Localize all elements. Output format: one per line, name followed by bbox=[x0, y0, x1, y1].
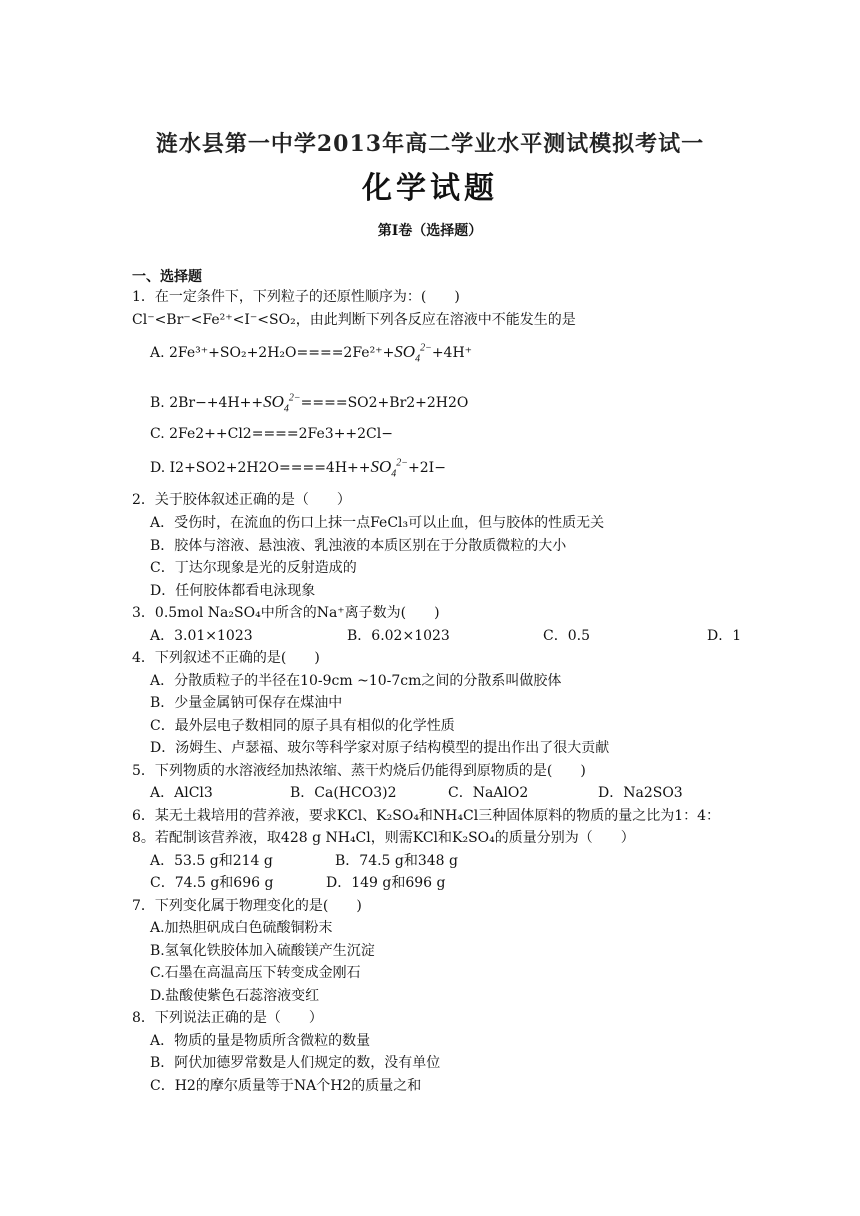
question-3-option-b: B．6.02×1023 bbox=[347, 628, 450, 644]
question-3-option-c: C．0.5 bbox=[543, 628, 590, 644]
question-7-option-a: A.加热胆矾成白色硫酸铜粉末 bbox=[150, 920, 333, 936]
question-7-option-d: D.盐酸使紫色石蕊溶液变红 bbox=[150, 988, 320, 1004]
ion-sub: 4 bbox=[415, 353, 421, 365]
question-8-stem: 8．下列说法正确的是（ ） bbox=[132, 1010, 323, 1026]
question-5-option-d: D．Na2SO3 bbox=[598, 785, 683, 801]
question-2-stem: 2．关于胶体叙述正确的是（ ） bbox=[132, 492, 351, 508]
question-4-stem: 4．下列叙述不正确的是( ) bbox=[132, 650, 320, 666]
question-3-stem: 3．0.5mol Na₂SO₄中所含的Na⁺离子数为( ) bbox=[132, 605, 440, 621]
question-1-option-a bbox=[150, 342, 473, 365]
question-5-option-c: C．NaAlO2 bbox=[448, 785, 529, 801]
question-1-premise: Cl⁻<Br⁻<Fe²⁺<I⁻<SO₂，由此判断下列各反应在溶液中不能发生的是 bbox=[132, 312, 576, 328]
section-heading: 一、选择题 bbox=[132, 269, 202, 285]
ion-sup: 2− bbox=[288, 392, 301, 404]
question-8-option-a: A．物质的量是物质所含微粒的数量 bbox=[150, 1033, 371, 1049]
ion-sub: 4 bbox=[283, 403, 289, 415]
option-a-text-after: +4H⁺ bbox=[431, 345, 473, 361]
ion-sub: 4 bbox=[391, 468, 397, 480]
question-5-option-b: B．Ca(HCO3)2 bbox=[290, 785, 397, 801]
question-1-option-d bbox=[150, 457, 446, 480]
question-5-stem: 5．下列物质的水溶液经加热浓缩、蒸干灼烧后仍能得到原物质的是( ) bbox=[132, 763, 586, 779]
ion-base: SO bbox=[394, 342, 416, 361]
question-6-option-d: D．149 g和696 g bbox=[326, 875, 446, 891]
question-3-option-a: A．3.01×1023 bbox=[150, 628, 253, 644]
option-b-text-before: B. 2Br−+4H++ bbox=[150, 395, 264, 411]
option-d-text-after: +2I− bbox=[408, 460, 446, 476]
question-2-option-b: B．胶体与溶液、悬浊液、乳浊液的本质区别在于分散质微粒的大小 bbox=[150, 538, 567, 554]
question-5-option-a: A．AlCl3 bbox=[150, 785, 213, 801]
question-2-option-c: C．丁达尔现象是光的反射造成的 bbox=[150, 560, 357, 576]
question-4-option-b: B．少量金属钠可保存在煤油中 bbox=[150, 695, 343, 711]
sulfate-ion-formula bbox=[263, 392, 301, 415]
question-3-option-d: D．1 bbox=[707, 628, 742, 644]
question-8-option-b: B．阿伏加德罗常数是人们规定的数，没有单位 bbox=[150, 1055, 441, 1071]
question-4-option-a: A．分散质粒子的半径在10-9cm ~10-7cm之间的分散系叫做胶体 bbox=[150, 673, 562, 689]
question-4-option-d: D．汤姆生、卢瑟福、玻尔等科学家对原子结构模型的提出作出了很大贡献 bbox=[150, 740, 610, 756]
question-1-option-b bbox=[150, 392, 469, 415]
question-6-option-a: A．53.5 g和214 g bbox=[150, 853, 273, 869]
option-b-text-after: ====SO2+Br2+2H2O bbox=[300, 395, 469, 411]
ion-sup: 2− bbox=[396, 457, 409, 469]
subject-title: 化学试题 bbox=[362, 171, 498, 206]
sulfate-ion-formula bbox=[394, 342, 432, 365]
option-a-text-before: A. 2Fe³⁺+SO₂+2H₂O====2Fe²⁺+ bbox=[150, 345, 395, 361]
ion-base: SO bbox=[370, 457, 392, 476]
school-exam-title: 涟水县第一中学2013年高二学业水平测试模拟考试一 bbox=[155, 131, 705, 157]
ion-base: SO bbox=[263, 392, 284, 411]
question-1-stem: 1．在一定条件下，下列粒子的还原性顺序为：( ) bbox=[132, 289, 460, 305]
option-d-text-before: D. I2+SO2+2H2O====4H++ bbox=[150, 460, 371, 476]
question-8-option-c: C．H2的摩尔质量等于NA个H2的质量之和 bbox=[150, 1078, 422, 1094]
question-6-stem-line2: 8。若配制该营养液，取428 g NH₄Cl，则需KCl和K₂SO₄的质量分别为（ ） bbox=[132, 830, 635, 846]
question-6-option-c: C．74.5 g和696 g bbox=[150, 875, 274, 891]
question-7-stem: 7．下列变化属于物理变化的是( ) bbox=[132, 898, 362, 914]
sulfate-ion-formula bbox=[370, 457, 409, 480]
question-7-option-c: C.石墨在高温高压下转变成金刚石 bbox=[150, 965, 361, 981]
question-6-stem-line1: 6．某无土栽培用的营养液，要求KCl、K₂SO₄和NH₄Cl三种固体原料的物质的量之比为1：4： bbox=[132, 808, 721, 824]
ion-sup: 2− bbox=[420, 342, 432, 354]
question-6-option-b: B．74.5 g和348 g bbox=[335, 853, 459, 869]
question-7-option-b: B.氢氧化铁胶体加入硫酸镁产生沉淀 bbox=[150, 943, 375, 959]
volume-title: 第Ⅰ卷（选择题） bbox=[377, 223, 483, 239]
question-1-option-c: C. 2Fe2++Cl2====2Fe3++2Cl− bbox=[150, 426, 393, 442]
question-2-option-a: A．受伤时，在流血的伤口上抹一点FeCl₃可以止血，但与胶体的性质无关 bbox=[150, 515, 605, 531]
question-2-option-d: D．任何胶体都看电泳现象 bbox=[150, 583, 316, 599]
question-4-option-c: C．最外层电子数相同的原子具有相似的化学性质 bbox=[150, 718, 455, 734]
